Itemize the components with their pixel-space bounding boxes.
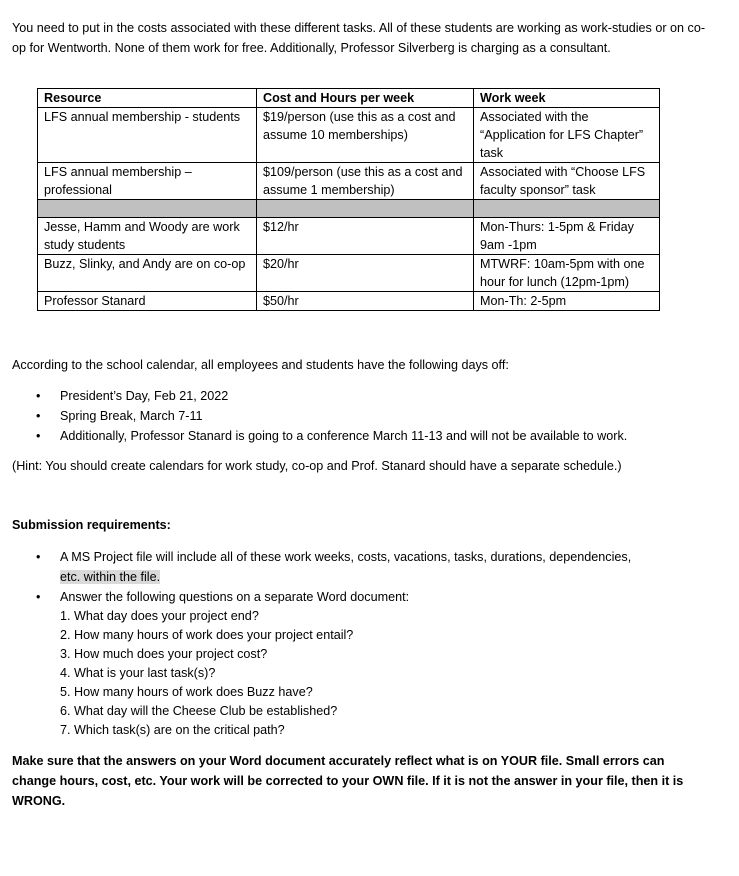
question-item: 5. How many hours of work does Buzz have? — [60, 685, 313, 699]
table-header-row — [38, 89, 660, 108]
header-work-week: Work week — [474, 89, 660, 108]
cell: $12/hr — [257, 218, 474, 255]
list-item: • Spring Break, March 7-11 — [0, 406, 627, 426]
cell: Jesse, Hamm and Woody are work study students — [38, 218, 257, 255]
cell: LFS annual membership - students — [38, 108, 257, 163]
list-item: • Additionally, Professor Stanard is going to a conference March 11-13 and will not be available to work. — [0, 426, 627, 446]
cell: MTWRF: 10am-5pm with one hour for lunch (12pm-1pm) — [474, 255, 660, 292]
question-item: 2. How many hours of work does your project entail? — [60, 628, 354, 642]
cell: Associated with the “Application for LFS Chapter” task — [474, 108, 660, 163]
closing-note: Make sure that the answers on your Word document accurately reflect what is on YOUR file. Small errors can change hours, cost, etc. Your work will be corrected to your OWN file. If it is not the answer in your file, then it is WRONG. — [12, 754, 684, 808]
resource-table — [37, 88, 660, 311]
cell — [38, 200, 257, 218]
cell: LFS annual membership – professional — [38, 163, 257, 200]
cell: Professor Stanard — [38, 292, 257, 311]
question-item: 3. How much does your project cost? — [60, 647, 268, 661]
list-item: • Answer the following questions on a separate Word document: — [0, 587, 631, 607]
submission-list — [0, 547, 631, 607]
hint-text: (Hint: You should create calendars for work study, co-op and Prof. Stanard should have a separate schedule.) — [12, 459, 622, 473]
item-text: A MS Project file will include all of these work weeks, costs, vacations, tasks, durations, dependencies, — [60, 550, 632, 564]
intro-paragraph: You need to put in the costs associated with these different tasks. All of these students are working as work-studies or on co-op for Wentworth. None of them work for free. Additionally, Professor Silverberg is charging as a consultant. — [12, 21, 706, 55]
question-item: 1. What day does your project end? — [60, 609, 259, 623]
list-item: • President’s Day, Feb 21, 2022 — [0, 386, 627, 406]
cell: Associated with “Choose LFS faculty sponsor” task — [474, 163, 660, 200]
cell: Mon-Th: 2-5pm — [474, 292, 660, 311]
cell: $20/hr — [257, 255, 474, 292]
cell: Buzz, Slinky, and Andy are on co-op — [38, 255, 257, 292]
cell: $50/hr — [257, 292, 474, 311]
table-row — [38, 108, 660, 163]
cell: Mon-Thurs: 1-5pm & Friday 9am -1pm — [474, 218, 660, 255]
cell: $19/person (use this as a cost and assume 10 memberships) — [257, 108, 474, 163]
table-row-separator — [38, 200, 660, 218]
highlighted-text: etc. within the file. — [60, 570, 161, 584]
cell: $109/person (use this as a cost and assume 1 membership) — [257, 163, 474, 200]
list-item — [0, 547, 631, 587]
question-item: 4. What is your last task(s)? — [60, 666, 216, 680]
header-cost: Cost and Hours per week — [257, 89, 474, 108]
submission-heading: Submission requirements: — [12, 518, 171, 532]
question-item: 7. Which task(s) are on the critical path? — [60, 723, 285, 737]
table-row — [38, 218, 660, 255]
questions-list — [60, 607, 353, 740]
cell — [474, 200, 660, 218]
header-resource: Resource — [38, 89, 257, 108]
days-off-list — [0, 386, 627, 446]
table-row — [38, 255, 660, 292]
cell — [257, 200, 474, 218]
table-row — [38, 163, 660, 200]
question-item: 6. What day will the Cheese Club be established? — [60, 704, 338, 718]
calendar-intro: According to the school calendar, all employees and students have the following days off: — [12, 358, 509, 372]
table-row — [38, 292, 660, 311]
